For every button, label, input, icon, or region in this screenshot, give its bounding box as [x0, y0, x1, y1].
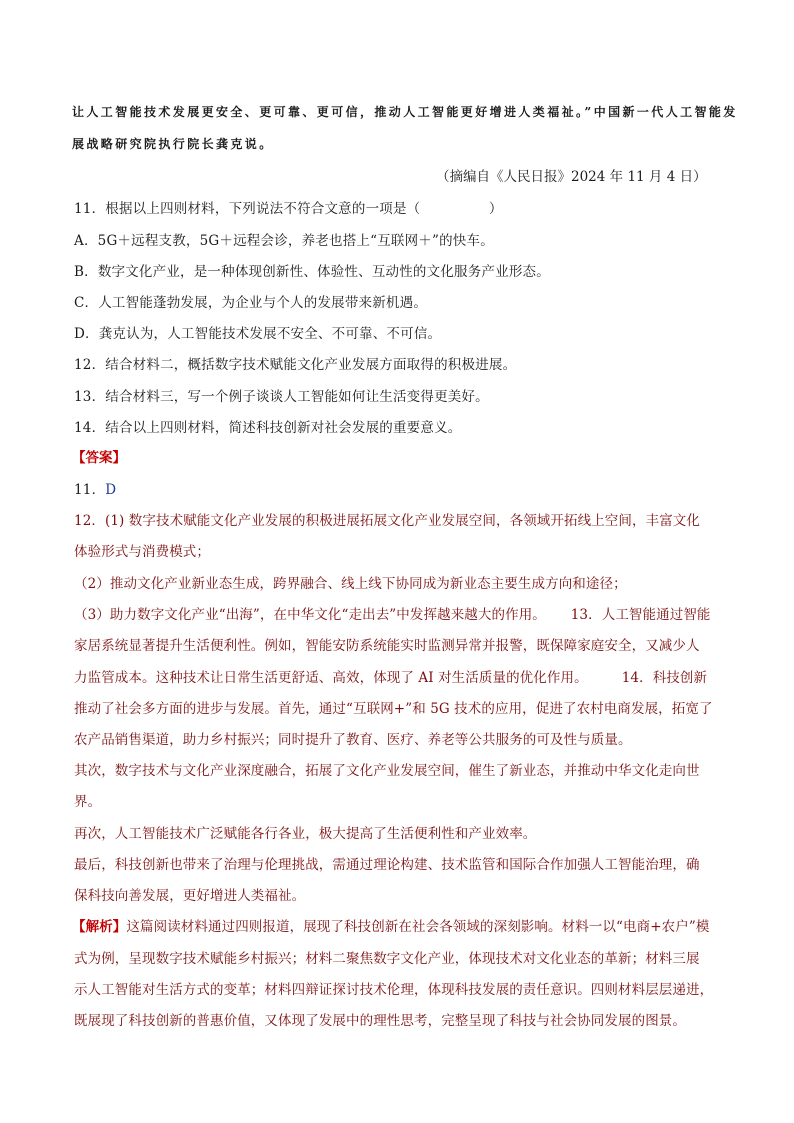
answer-line: 其次，数字技术与文化产业深度融合，拓展了文化产业发展空间，催生了新业态，并推动中华文化走向世 [74, 763, 700, 779]
answer-line: 力监管成本。这种技术让日常生活更舒适、高效，体现了 AI 对生活质量的优化作用。 14．科技创新 [74, 670, 708, 686]
analysis-line: 示人工智能对生活方式的变革；材料四辩证探讨技术伦理，体现科技发展的责任意识。四则材料层层递进， [74, 982, 714, 998]
answer-11 [74, 478, 116, 498]
analysis-first-line [72, 915, 709, 935]
option-a: A．5G＋远程支教，5G＋远程会诊，养老也搭上“互联网＋”的快车。 [74, 233, 494, 249]
option-c: C．人工智能蓬勃发展，为企业与个人的发展带来新机遇。 [74, 295, 428, 311]
analysis-line: 式为例，呈现数字技术赋能乡村振兴；材料二聚焦数字文化产业，体现技术对文化业态的革新；材料三展 [74, 951, 700, 967]
analysis-line: 既展现了科技创新的普惠价值，又体现了发展中的理性思考，完整呈现了科技与社会协同发展的图景。 [74, 1013, 686, 1029]
analysis-heading: 【解析】 [72, 919, 127, 935]
answer-line: （3）助力数字文化产业“出海”，在中华文化“走出去”中发挥越来越大的作用。 13．人工智能通过智能 [74, 607, 711, 623]
answer-line: 体验形式与消费模式； [74, 544, 210, 560]
answer-line: 最后，科技创新也带来了治理与伦理挑战，需通过理论构建、技术监管和国际合作加强人工智能治理，确 [74, 857, 700, 873]
answer-line: 界。 [74, 794, 102, 810]
answer-11-prefix: 11． [74, 482, 106, 498]
material-text-line: 让人工智能技术发展更安全、更可靠、更可信，推动人工智能更好增进人类福祉。”中国新一代人工智能发 [72, 105, 738, 119]
question-12: 12．结合材料二，概括数字技术赋能文化产业发展方面取得的积极进展。 [74, 357, 517, 373]
material-text-line: 展战略研究院执行院长龚克说。 [72, 137, 274, 151]
question-13: 13．结合材料三，写一个例子谈谈人工智能如何让生活变得更美好。 [74, 389, 489, 405]
answer-line: 家居系统显著提升生活便利性。例如，智能安防系统能实时监测异常并报警，既保障家庭安全，又减少人 [74, 638, 700, 654]
answer-line: 再次，人工智能技术广泛赋能各行各业，极大提高了生活便利性和产业效率。 [74, 826, 537, 842]
answer-11-value: D [105, 482, 117, 498]
analysis-text: 这篇阅读材料通过四则报道，展现了科技创新在社会各领域的深刻影响。材料一以“电商+农户”模 [126, 919, 710, 935]
answer-line: 12．(1) 数字技术赋能文化产业发展的积极进展拓展文化产业发展空间，各领域开拓线上空间，丰富文化 [74, 513, 700, 529]
question-11: 11．根据以上四则材料，下列说法不符合文意的一项是（ ） [74, 201, 503, 217]
answer-line: 推动了社会多方面的进步与发展。首先，通过“互联网+”和 5G 技术的应用，促进了农村电商发展，拓宽了 [74, 701, 713, 717]
option-b: B．数字文化产业，是一种体现创新性、体验性、互动性的文化服务产业形态。 [74, 264, 550, 280]
answer-line: 农产品销售渠道，助力乡村振兴；同时提升了教育、医疗、养老等公共服务的可及性与质量。 [74, 732, 632, 748]
source-citation: （摘编自《人民日报》2024 年 11 月 4 日） [436, 169, 707, 185]
answer-line: 保科技向善发展，更好增进人类福祉。 [74, 888, 306, 904]
answer-line: （2）推动文化产业新业态生成，跨界融合、线上线下协同成为新业态主要生成方向和途径； [74, 576, 627, 592]
option-d: D．龚克认为，人工智能技术发展不安全、不可靠、不可信。 [74, 326, 442, 342]
question-14: 14．结合以上四则材料，简述科技创新对社会发展的重要意义。 [74, 420, 462, 436]
answer-heading: 【答案】 [72, 450, 126, 466]
